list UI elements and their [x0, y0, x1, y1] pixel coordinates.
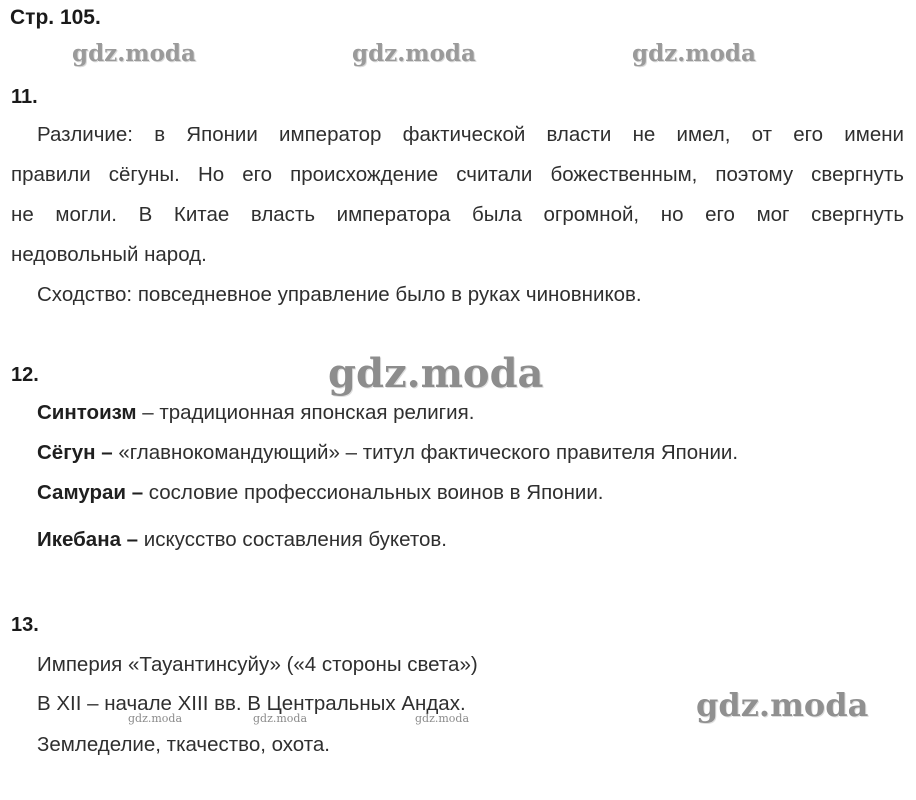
- paragraph-line: Империя «Тауантинсуйу» («4 стороны света»): [37, 653, 478, 676]
- watermark: gdz.moda: [632, 40, 756, 67]
- page-title: Стр. 105.: [10, 6, 101, 29]
- watermark: gdz.moda: [328, 350, 544, 397]
- term: Икебана –: [37, 528, 139, 551]
- section-number: 11.: [11, 86, 38, 108]
- term-line: [37, 440, 738, 466]
- term: Сёгун –: [37, 441, 113, 464]
- section-number: 12.: [11, 364, 39, 386]
- watermark: gdz.moda: [72, 40, 196, 67]
- term-definition: искусство составления букетов.: [138, 528, 447, 551]
- term-definition: сословие профессиональных воинов в Японии.: [143, 481, 604, 504]
- watermark: gdz.moda: [415, 712, 470, 725]
- paragraph-line: не могли. В Китае власть императора была огромной, но его мог свергнуть: [11, 203, 904, 226]
- term-definition: «главнокомандующий» – титул фактического правителя Японии.: [112, 441, 739, 464]
- watermark: gdz.moda: [128, 712, 183, 725]
- section-number: 13.: [11, 614, 39, 636]
- term-line: [37, 400, 474, 426]
- watermark: gdz.moda: [352, 40, 476, 67]
- watermark: gdz.moda: [696, 686, 869, 724]
- paragraph-line: Различие: в Японии император фактической власти не имел, от его имени: [37, 123, 904, 146]
- term-definition: – традиционная японская религия.: [136, 401, 475, 424]
- watermark: gdz.moda: [253, 712, 308, 725]
- similarity-line: Сходство: повседневное управление было в руках чиновников.: [37, 283, 642, 306]
- term-line: [37, 480, 604, 506]
- paragraph-line: недовольный народ.: [11, 243, 207, 266]
- paragraph-line: правили сёгуны. Но его происхождение считали божественным, поэтому свергнуть: [11, 163, 904, 186]
- term: Самураи –: [37, 481, 144, 504]
- term-line: [37, 527, 447, 553]
- term: Синтоизм: [37, 401, 137, 424]
- paragraph-line: Земледелие, ткачество, охота.: [37, 733, 331, 756]
- paragraph-line: В XII – начале XIII вв. В Центральных Андах.: [37, 692, 466, 715]
